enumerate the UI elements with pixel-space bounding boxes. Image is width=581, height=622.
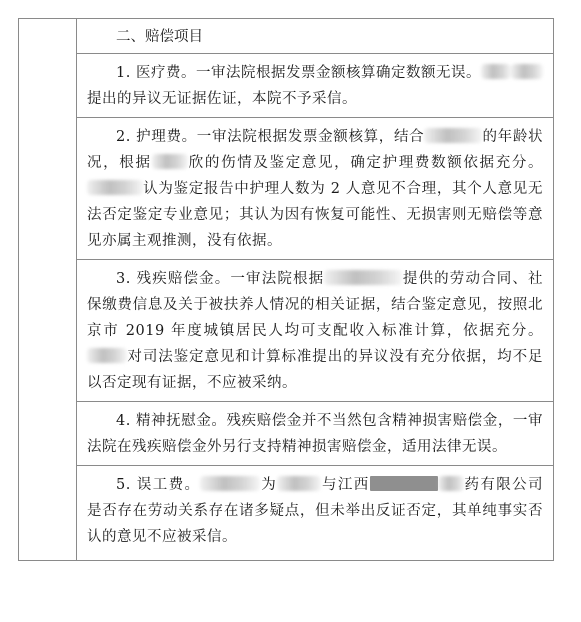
text-segment: 欣的伤情及鉴定意见，确定护理费数额依据充分。 — [187, 155, 544, 171]
redaction-blur — [152, 154, 188, 169]
item-row-1 — [19, 54, 554, 118]
heading-row — [19, 19, 554, 54]
redaction-blur — [277, 476, 321, 491]
text-segment: 认为鉴定报告中护理人数为 2 人意见不合理，其个人意见无法否定鉴定专业意见；其认为因有恢复可能性、无损害则无赔偿等意见亦属主观推测，没有依据。 — [87, 181, 543, 249]
redaction-blur — [324, 270, 402, 285]
redaction-blur — [481, 64, 511, 79]
text-segment: 提供的劳动合同、社保缴费信息及关于被扶养人情况的相关证据，结合鉴定意见，按照北京市 2019 年度城镇居民人均可支配收入标准计算，依据充分。 — [87, 271, 543, 339]
redaction-box — [370, 476, 438, 491]
redaction-blur — [511, 64, 543, 79]
medical-fee-paragraph — [87, 60, 543, 112]
redaction-blur — [87, 348, 127, 363]
text-segment: 2. 护理费。一审法院根据发票金额核算，结合 — [116, 129, 425, 145]
section-heading-cell — [77, 19, 554, 54]
judgment-table — [18, 18, 554, 561]
text-segment: 5. 误工费。 — [116, 477, 201, 493]
lost-work-paragraph — [87, 472, 543, 550]
text-segment: 对司法鉴定意见和计算标准提出的异议没有充分依据，均不足以否定现有证据，不应被采纳。 — [87, 349, 543, 391]
disability-compensation-paragraph — [87, 266, 543, 396]
redaction-blur — [200, 476, 260, 491]
item-row-5 — [19, 466, 554, 561]
mental-damages-cell — [77, 402, 554, 466]
medical-fee-cell — [77, 54, 554, 118]
redaction-blur — [438, 476, 464, 491]
nursing-fee-cell — [77, 118, 554, 260]
item-row-4 — [19, 402, 554, 466]
text-segment: 药有限公司是否存在劳动关系存在诸多疑点，但未举出反证否定，其单纯事实否认的意见不应被采信。 — [87, 477, 544, 545]
left-column-cell — [19, 19, 77, 561]
text-segment: 与江西 — [321, 477, 370, 493]
section-title: 二、赔偿项目 — [116, 29, 203, 45]
text-segment: 3. 残疾赔偿金。一审法院根据 — [116, 271, 325, 287]
item-row-3 — [19, 260, 554, 402]
nursing-fee-paragraph — [87, 124, 543, 254]
lost-work-cell — [77, 466, 554, 561]
redaction-blur — [424, 128, 482, 143]
redaction-blur — [87, 180, 143, 195]
text-segment: 1. 医疗费。一审法院根据发票金额核算确定数额无误。 — [116, 65, 481, 81]
mental-damages-paragraph: 4. 精神抚慰金。残疾赔偿金并不当然包含精神损害赔偿金，一审法院在残疾赔偿金外另行支持精神损害赔偿金，适用法律无误。 — [87, 413, 543, 455]
item-row-2 — [19, 118, 554, 260]
text-segment: 的年龄状况，根据 — [87, 129, 544, 171]
disability-compensation-cell — [77, 260, 554, 402]
text-segment: 提出的异议无证据佐证，本院不予采信。 — [87, 91, 357, 107]
text-segment: 为 — [260, 477, 278, 493]
